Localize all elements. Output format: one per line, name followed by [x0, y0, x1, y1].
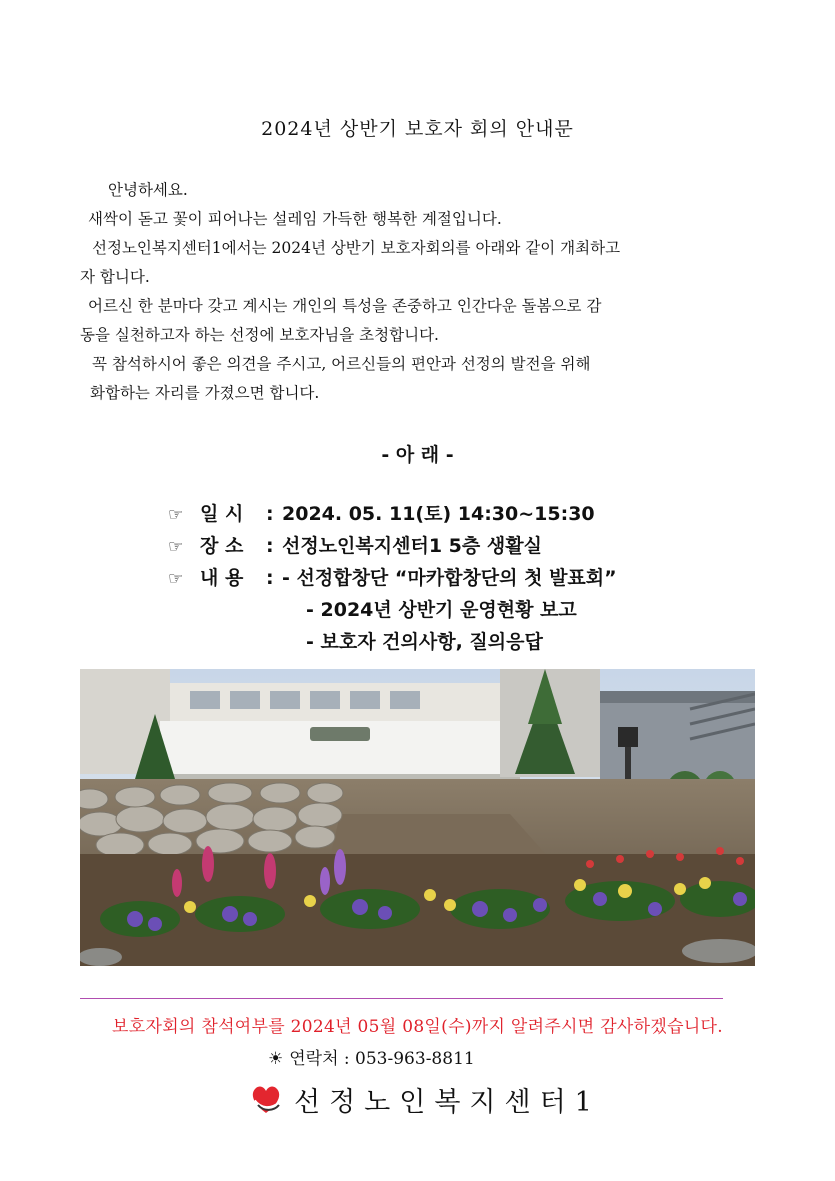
colon: : — [266, 503, 274, 525]
organization-name: 선정노인복지센터1 — [294, 1086, 601, 1118]
date-value: 2024. 05. 11(토) 14:30~15:30 — [282, 503, 595, 525]
garden-photo-icon — [80, 669, 755, 966]
colon: : — [266, 567, 274, 589]
intro-line: 화합하는 자리를 가졌으면 합니다. — [90, 384, 320, 402]
intro-line: 안녕하세요. — [108, 181, 188, 199]
heart-logo-icon — [246, 1079, 286, 1119]
intro-line: 동을 실천하고자 하는 선정에 보호자님을 초청합니다. — [80, 326, 439, 344]
page-title: 2024년 상반기 보호자 회의 안내문 — [261, 118, 574, 140]
intro-line: 꼭 참석하시어 좋은 의견을 주시고, 어르신들의 편안과 선정의 발전을 위해 — [92, 355, 591, 373]
intro-line: 자 합니다. — [80, 268, 150, 286]
content-item: - 선정합창단 “마카합창단의 첫 발표회” — [282, 567, 617, 589]
section-heading: - 아 래 - — [381, 444, 454, 466]
intro-line: 새싹이 돋고 꽃이 피어나는 설레임 가득한 행복한 계절입니다. — [88, 210, 502, 228]
place-row — [168, 530, 617, 562]
intro-line: 선정노인복지센터1에서는 2024년 상반기 보호자회의를 아래와 같이 개최하고 — [92, 239, 621, 257]
place-value: 선정노인복지센터1 5층 생활실 — [282, 535, 542, 557]
event-details — [168, 498, 617, 658]
sun-icon: ☀ — [268, 1049, 284, 1069]
content-row — [168, 562, 617, 594]
organization-logo — [246, 1076, 601, 1122]
pointing-hand-icon: ☞ — [168, 537, 184, 557]
pointing-hand-icon: ☞ — [168, 505, 184, 525]
intro-text — [80, 176, 760, 408]
contact-info — [268, 1044, 475, 1069]
date-row — [168, 498, 617, 530]
content-item: - 2024년 상반기 운영현황 보고 — [306, 599, 577, 621]
rsvp-notice: 보호자회의 참석여부를 2024년 05월 08일(수)까지 알려주시면 감사하겠습니다. — [112, 1017, 723, 1037]
place-label: 장 소 — [200, 535, 244, 557]
pointing-hand-icon: ☞ — [168, 569, 184, 589]
date-label: 일 시 — [200, 503, 244, 525]
content-label: 내 용 — [200, 567, 244, 589]
colon: : — [266, 535, 274, 557]
garden-photo — [80, 669, 755, 966]
content-item: - 보호자 건의사항, 질의응답 — [306, 631, 543, 653]
divider-line — [80, 998, 723, 999]
contact-label: 연락처 : 053-963-8811 — [289, 1049, 475, 1069]
intro-line: 어르신 한 분마다 갖고 계시는 개인의 특성을 존중하고 인간다운 돌봄으로 감 — [88, 297, 602, 315]
